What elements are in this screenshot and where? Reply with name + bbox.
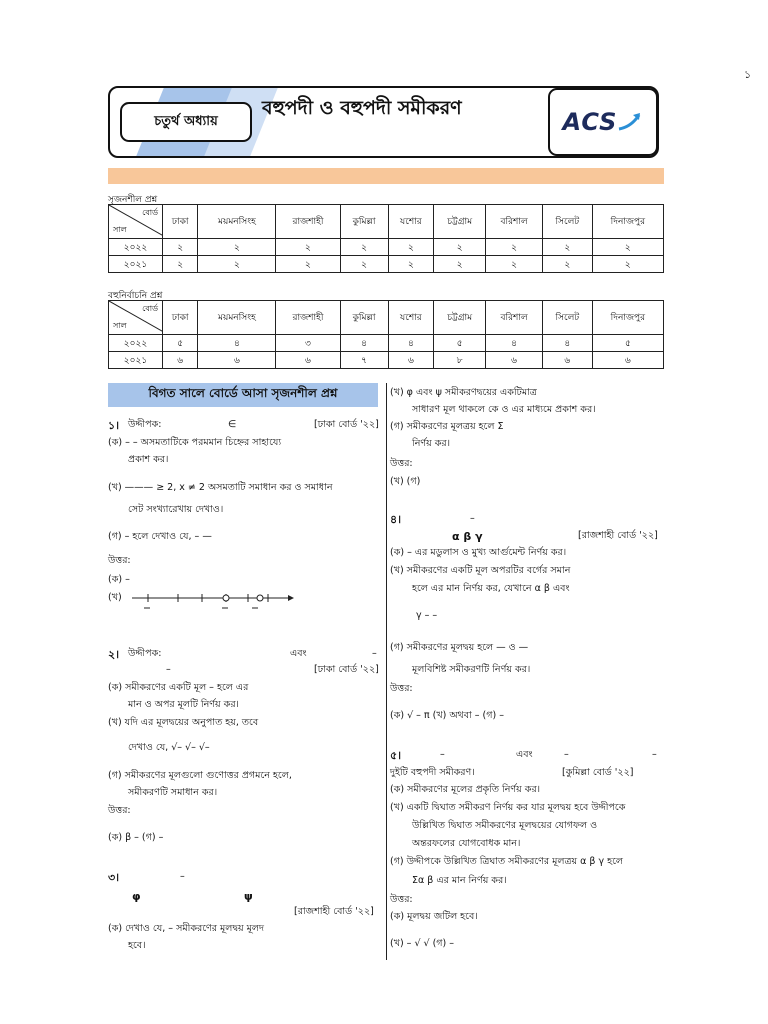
sub-question-cont: γ – – [416,610,438,621]
answer-label: উত্তর: [390,458,413,469]
board-header: রাজশাহী [276,301,340,335]
source-tag: [রাজশাহী বোর্ড '২২] [578,530,658,541]
creative-table-label: সৃজনশীল প্রশ্ন [108,195,158,205]
question-number: ৫। [390,749,402,762]
source-tag: [ঢাকা বোর্ড '২২] [314,419,379,430]
answer: (ক) মূলদ্বয় জটিল হবে। [390,911,478,922]
section-title: বিগত সালে বোর্ডে আসা সৃজনশীল প্রশ্ন [108,383,378,407]
sub-question-cont: Σα β এর মান নির্ণয় কর। [412,875,507,886]
math-symbol: – [652,749,657,760]
board-header: দিনাজপুর [592,205,663,239]
math-symbol: ψ [244,890,253,903]
board-header: ঢাকা [163,301,198,335]
sub-question-cont: সমীকরণটি সমাধান কর। [128,787,218,798]
sub-question: (খ) ——— ≥ 2, x ≠ 2 অসমতাটি সমাধান কর ও সমাধান [108,482,333,493]
source-tag: [রাজশাহী বোর্ড '২২] [294,906,374,917]
math-symbol: ∈ [228,419,237,430]
sub-question-cont: মান ও অপর মূলটি নির্ণয় কর। [128,699,239,710]
answer-label: উত্তর: [390,683,413,694]
table-row: ২০২১ ৬ ৬ ৬ ৭ ৬ ৮ ৬ ৬ ৬ [109,352,664,369]
sub-question: (ক) সমীকরণের মূলের প্রকৃতি নির্ণয় কর। [390,784,541,795]
sub-question-cont: সেট সংখ্যারেখায় দেখাও। [128,504,224,515]
board-header: কুমিল্লা [340,301,388,335]
board-header: দিনাজপুর [592,301,663,335]
board-header: ঢাকা [163,205,198,239]
sub-question: (ক) দেখাও যে, – সমীকরণের মূলদ্বয় মূলদ [108,923,264,934]
sub-question-cont: প্রকাশ কর। [128,454,169,465]
sub-question-cont: উল্লিখিত দ্বিঘাত সমীকরণের মূলদ্বয়ের যোগফল ও [412,820,598,831]
sub-question: (খ) একটি দ্বিঘাত সমীকরণ নির্ণয় কর যার মূলদ্বয় হবে উদ্দীপকে [390,802,626,813]
sub-question: (গ) – হলে দেখাও যে, – — [108,531,212,542]
answer: (ক) β – (গ) – [108,832,164,843]
board-header: কুমিল্লা [340,205,388,239]
conjunction: এবং [290,648,307,659]
column-divider [386,383,387,960]
sub-question: (গ) সমীকরণের মূলদ্বয় হলে — ও — [390,642,529,653]
table-row: ২০২২ ৫ ৪ ৩ ৪ ৪ ৫ ৪ ৪ ৫ [109,335,664,352]
number-line [128,592,294,612]
answer: (খ) (গ) [390,476,421,487]
answer: (খ) [108,592,122,603]
question-number: ৩। [108,871,120,884]
answer-label: উত্তর: [390,894,413,905]
math-symbol: – [470,513,475,524]
sub-question: (গ) সমীকরণের মূলত্রয় হলে Σ [390,421,504,432]
board-header: সিলেট [542,205,592,239]
mcq-table-label: বহুনির্বাচনি প্রশ্ন [108,291,163,301]
sub-question: (গ) সমীকরণের মূলগুলো গুণোত্তর প্রগমনে হলে, [108,770,292,781]
page-number: ১ [744,68,752,81]
board-header: বরিশাল [486,301,543,335]
answer-label: উত্তর: [108,555,131,566]
math-symbol: – [440,749,445,760]
board-header: ময়মনসিংহ [198,301,276,335]
stimulus-label: উদ্দীপক: [128,419,162,430]
stimulus-label: উদ্দীপক: [128,648,162,659]
sub-question: (ক) – – অসমতাটিকে পরমমান চিহ্নের সাহায্যে [108,437,282,448]
acs-logo [548,88,658,156]
sub-question: (গ) উদ্দীপকে উল্লিখিত ত্রিঘাত সমীকরণের মূলত্রয় α β γ হলে [390,856,623,867]
sub-question-cont: দেখাও যে, √– √– √– [128,742,210,753]
board-header: ময়মনসিংহ [198,205,276,239]
mcq-board-table [108,300,664,369]
color-band [108,168,664,184]
sub-question-cont: নির্ণয় কর। [412,438,451,449]
board-header: চট্টগ্রাম [434,301,486,335]
sub-question-cont: সাধারণ মূল থাকলে কে ও এর মাধ্যমে প্রকাশ কর। [412,404,596,415]
sub-question: (খ) φ এবং ψ সমীকরণদ্বয়ের একটিমাত্র [390,387,537,398]
board-header: সিলেট [542,301,592,335]
question-number: ৪। [390,513,402,526]
sub-question: (ক) – এর মডুলাস ও মুখ্য আর্গুমেন্ট নির্ণয় কর। [390,547,567,558]
sub-question-cont: হলে এর মান নির্ণয় কর, যেখানে α β এবং [412,583,570,594]
sub-question: (খ) যদি এর মূলদ্বয়ের অনুপাত হয়, তবে [108,717,259,728]
creative-board-table [108,204,664,273]
sub-question-cont: হবে। [128,940,146,951]
chapter-label: চতুর্থ অধ্যায় [120,102,252,142]
chapter-header [108,86,659,158]
math-symbol: α β γ [452,530,483,543]
board-header: বরিশাল [486,205,543,239]
sub-question-cont: অন্তরফলের যোগবোধক মান। [412,838,521,849]
source-tag: [ঢাকা বোর্ড '২২] [314,664,379,675]
source-tag: [কুমিল্লা বোর্ড '২২] [562,767,634,778]
board-header: যশোর [388,205,434,239]
table-corner: বোর্ড সাল [109,205,163,239]
math-symbol: φ [132,890,141,903]
conjunction: এবং [516,749,533,760]
math-symbol: – [180,871,185,882]
answer-label: উত্তর: [108,805,131,816]
math-symbol: – [166,664,171,675]
table-row: ২০২২ ২ ২ ২ ২ ২ ২ ২ ২ ২ [109,239,664,256]
logo-text: ACS [562,108,618,136]
board-header: চট্টগ্রাম [434,205,486,239]
sub-question-cont: মূলবিশিষ্ট সমীকরণটি নির্ণয় কর। [412,664,531,675]
answer: (ক) – [108,574,130,585]
board-header: রাজশাহী [276,205,340,239]
answer: (খ) – √ √ (গ) – [390,938,454,949]
arrow-icon [617,111,643,133]
answer: (ক) √ – π (খ) অথবা – (গ) – [390,710,504,721]
math-symbol: – [564,749,569,760]
question-number: ২। [108,648,120,661]
question-number: ১। [108,419,120,432]
table-corner: বোর্ড সাল [109,301,163,335]
chapter-title: বহুপদী ও বহুপদী সমীকরণ [262,97,462,119]
board-header: যশোর [388,301,434,335]
sub-question: (ক) সমীকরণের একটি মূল – হলে এর [108,682,249,693]
table-row: ২০২১ ২ ২ ২ ২ ২ ২ ২ ২ ২ [109,256,664,273]
math-symbol: – [372,648,377,659]
sub-question: (খ) সমীকরণের একটি মূল অপরটির বর্গের সমান [390,565,571,576]
stimulus-text: দুইটি বহুপদী সমীকরণ। [390,767,475,778]
